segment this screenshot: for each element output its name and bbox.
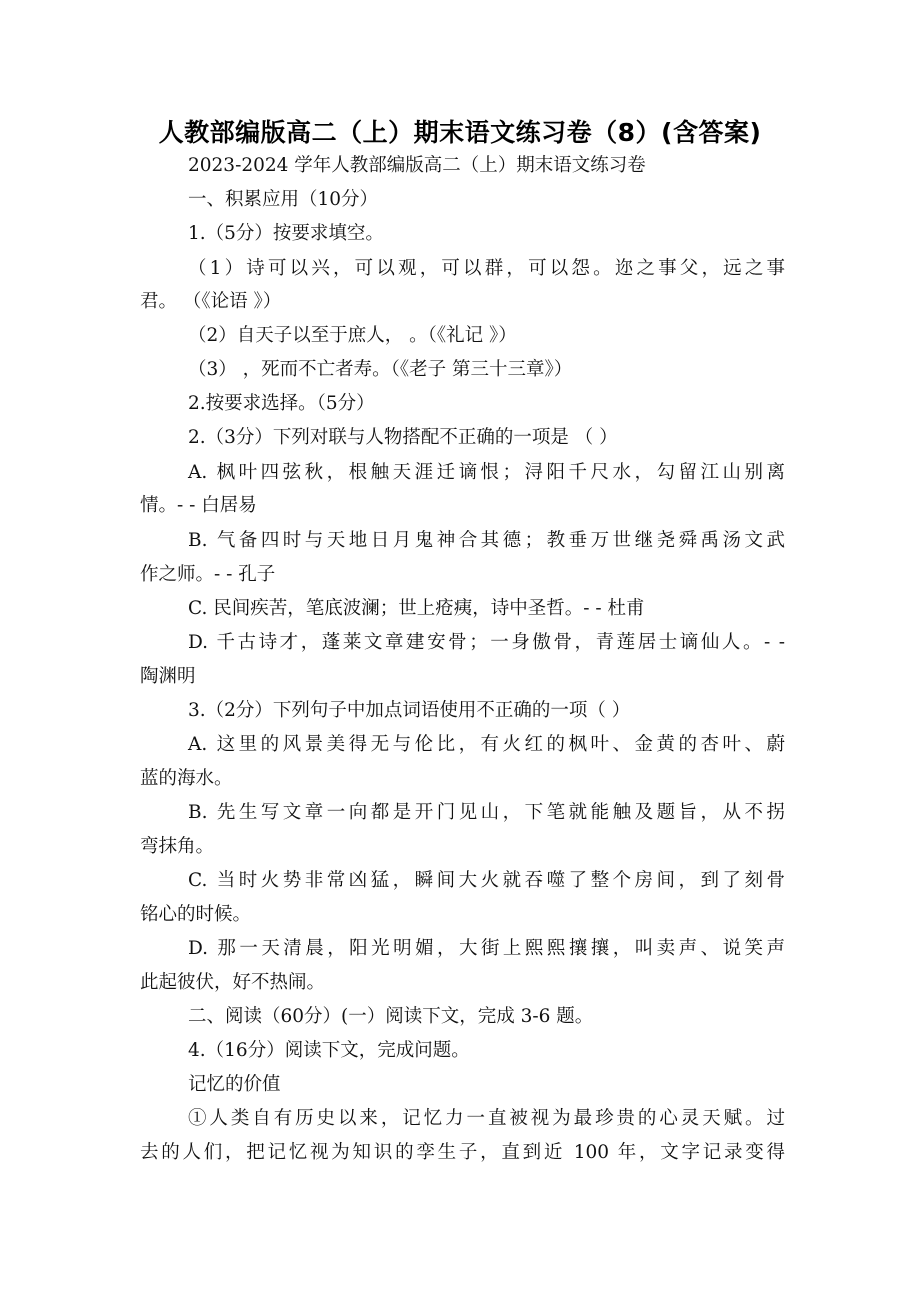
option-line: A. 这里的风景美得无与伦比，有火红的枫叶、金黄的杏叶、蔚	[188, 734, 785, 755]
option-line: 此起彼伏，好不热闹。	[140, 972, 326, 993]
subtitle-line: 2023-2024 学年人教部编版高二（上）期末语文练习卷	[188, 155, 646, 176]
option-line: C. 当时火势非常凶猛，瞬间大火就吞噬了整个房间，到了刻骨	[188, 870, 785, 891]
question-line: 3.（2分）下列句子中加点词语使用不正确的一项（ ）	[188, 700, 631, 721]
question-line: 2.（3分）下列对联与人物搭配不正确的一项是 （ ）	[188, 427, 618, 448]
option-line: 铭心的时候。	[140, 904, 252, 925]
option-line: 情。- - 白居易	[140, 495, 257, 516]
paragraph-line: ①人类自有历史以来，记忆力一直被视为最珍贵的心灵天赋。过	[188, 1108, 785, 1129]
question-line: 君。 （《论语 》）	[140, 291, 282, 312]
option-line: 弯抹角。	[140, 836, 215, 857]
article-title: 记忆的价值	[188, 1074, 281, 1095]
question-line: （1）诗可以兴，可以观，可以群，可以怨。迩之事父，远之事	[188, 258, 785, 279]
paragraph-line: 去的人们，把记忆视为知识的孪生子，直到近 100 年，文字记录变得	[140, 1142, 785, 1163]
option-line: D. 千古诗才，蓬莱文章建安骨；一身傲骨，青莲居士谪仙人。- -	[188, 632, 785, 653]
option-line: A. 枫叶四弦秋，根触天涯迁谪恨；浔阳千尺水，勾留江山别离	[188, 462, 785, 483]
option-line: 陶渊明	[140, 666, 196, 687]
section-heading: 二、阅读（60分）(一）阅读下文，完成 3-6 题。	[188, 1006, 594, 1027]
option-line: 蓝的海水。	[140, 768, 233, 789]
question-line: 4.（16分）阅读下文，完成问题。	[188, 1040, 470, 1061]
option-line: D. 那一天清晨，阳光明媚，大街上熙熙攘攘，叫卖声、说笑声	[188, 938, 785, 959]
option-line: 作之师。- - 孔子	[140, 564, 276, 585]
section-heading: 2.按要求选择。（5分）	[188, 393, 375, 414]
document-title: 人教部编版高二（上）期末语文练习卷（8）(含答案)	[158, 118, 762, 147]
option-line: B. 先生写文章一向都是开门见山，下笔就能触及题旨，从不拐	[188, 802, 785, 823]
question-line: 1.（5分）按要求填空。	[188, 223, 384, 244]
option-line: C. 民间疾苦，笔底波澜；世上疮痍，诗中圣哲。- - 杜甫	[188, 598, 645, 619]
question-line: （2）自天子以至于庶人， 。（《礼记 》）	[188, 325, 517, 346]
section-heading: 一、积累应用（10分）	[188, 189, 379, 210]
question-line: （3） ，死而不亡者寿。（《老子 第三十三章》）	[188, 359, 573, 380]
option-line: B. 气备四时与天地日月鬼神合其德；教垂万世继尧舜禹汤文武	[188, 530, 785, 551]
